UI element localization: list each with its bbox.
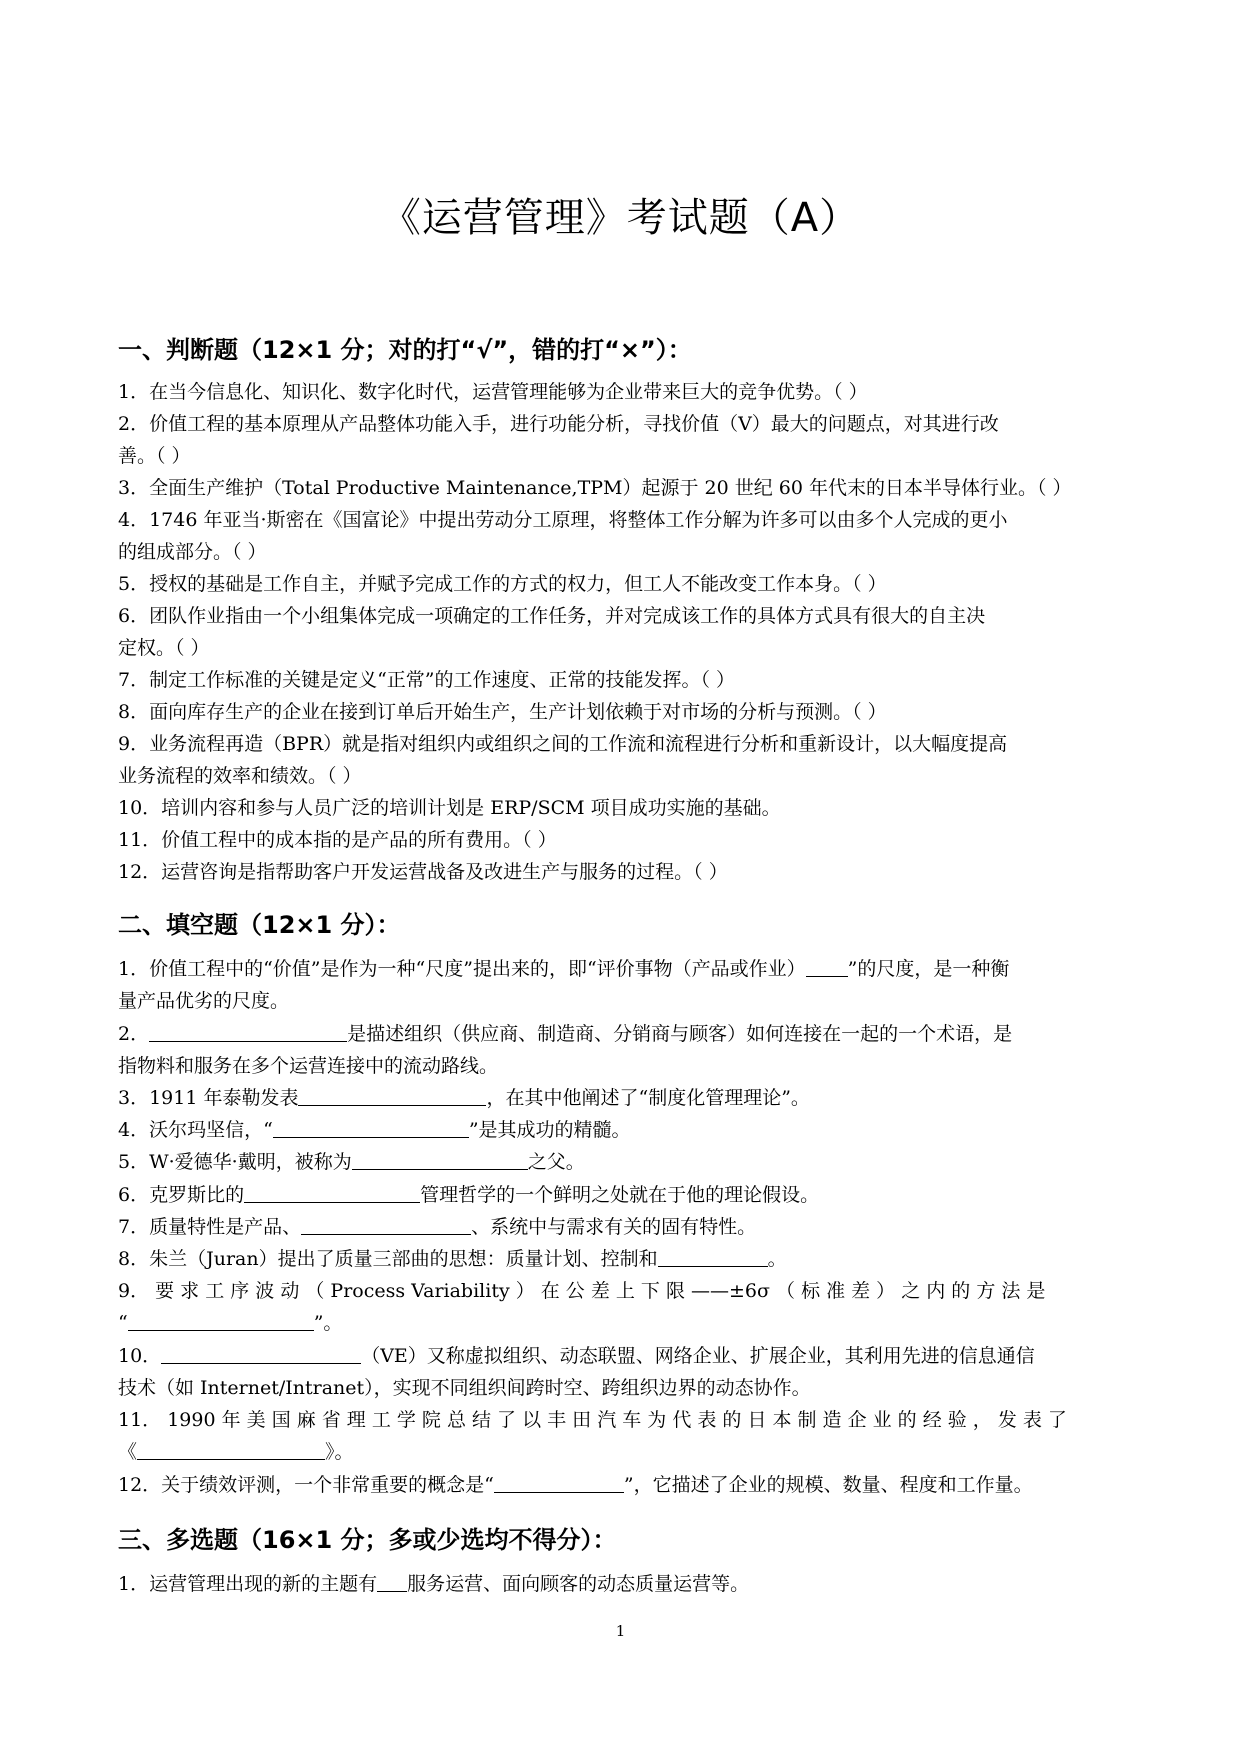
answer-blank[interactable]: [128, 1310, 314, 1331]
answer-blank[interactable]: [377, 1571, 407, 1592]
section-heading-fill-in: 二、填空题（12×1 分）：: [118, 911, 401, 939]
question-text: 7．质量特性是产品、: [118, 1216, 302, 1238]
list-item: [118, 1114, 1148, 1146]
list-item: [118, 1436, 1148, 1468]
section-heading-multiple-choice: 三、多选题（16×1 分；多或少选均不得分）：: [118, 1526, 617, 1554]
question-text: ”是其成功的精髓。: [468, 1119, 631, 1141]
answer-blank[interactable]: [494, 1472, 624, 1493]
list-item: [118, 1146, 1148, 1178]
list-item: 善。（ ）: [118, 445, 191, 467]
question-text: 管理哲学的一个鲜明之处就在于他的理论假设。: [420, 1184, 820, 1206]
question-text: 12．关于绩效评测，一个非常重要的概念是“: [118, 1474, 494, 1496]
question-text: 》。: [325, 1441, 354, 1463]
answer-blank[interactable]: [301, 1214, 471, 1235]
question-text: 1．价值工程中的“价值”是作为一种“尺度”提出来的，即“评价事物（产品或作业）: [118, 958, 806, 980]
list-item: 10．培训内容和参与人员广泛的培训计划是 ERP/SCM 项目成功实施的基础。: [118, 797, 781, 819]
question-text: 是描述组织（供应商、制造商、分销商与顾客）如何连接在一起的一个术语，是: [347, 1023, 1013, 1045]
list-item: [118, 1211, 1148, 1243]
question-text: 8．朱兰（Juran）提出了质量三部曲的思想：质量计划、控制和: [118, 1248, 658, 1270]
question-text: （VE）又称虚拟组织、动态联盟、网络企业、扩展企业，其利用先进的信息通信: [361, 1345, 1035, 1367]
list-item: 4．1746 年亚当·斯密在《国富论》中提出劳动分工原理，将整体工作分解为许多可以由多个人完成的更小: [118, 509, 1008, 531]
list-item: 的组成部分。（ ）: [118, 541, 267, 563]
list-item: [118, 1307, 1148, 1339]
list-item: [118, 1179, 1148, 1211]
list-item: [118, 1082, 1148, 1114]
question-text: 3．1911 年泰勒发表: [118, 1087, 299, 1109]
answer-blank[interactable]: [244, 1182, 420, 1203]
answer-blank[interactable]: [273, 1117, 469, 1138]
question-text: 10．: [118, 1345, 162, 1367]
list-item: [118, 1243, 1148, 1275]
list-item: 11． 1990 年 美 国 麻 省 理 工 学 院 总 结 了 以 丰 田 汽 车 为 代 表 的 日 本 制 造 企 业 的 经 验 ， 发 表 了: [118, 1409, 1067, 1431]
list-item: [118, 1340, 1148, 1372]
question-text: 2．: [118, 1023, 150, 1045]
question-text: 1．运营管理出现的新的主题有: [118, 1573, 378, 1595]
question-text: ，在其中他阐述了“制度化管理理论”。: [486, 1087, 810, 1109]
list-item: [118, 1568, 1148, 1600]
answer-blank[interactable]: [149, 1021, 347, 1042]
list-item: 5．授权的基础是工作自主，并赋予完成工作的方式的权力，但工人不能改变工作本身。（ ）: [118, 573, 887, 595]
list-item: 技术（如 Internet/Intranet），实现不同组织间跨时空、跨组织边界的动态协作。: [118, 1377, 811, 1399]
question-text: 5．W·爱德华·戴明，被称为: [118, 1151, 352, 1173]
list-item: 定权。（ ）: [118, 637, 210, 659]
question-text: 。: [767, 1248, 787, 1270]
list-item: 11．价值工程中的成本指的是产品的所有费用。（ ）: [118, 829, 557, 851]
section-heading-true-false: 一、判断题（12×1 分；对的打“√”，错的打“×”）：: [118, 336, 692, 364]
list-item: 8．面向库存生产的企业在接到订单后开始生产，生产计划依赖于对市场的分析与预测。（ ）: [118, 701, 887, 723]
list-item: 12．运营咨询是指帮助客户开发运营战备及改进生产与服务的过程。（ ）: [118, 861, 728, 883]
question-text: 之父。: [527, 1151, 585, 1173]
list-item: 指物料和服务在多个运营连接中的流动路线。: [118, 1055, 499, 1077]
answer-blank[interactable]: [658, 1246, 768, 1267]
question-text: ”的尺度，是一种衡: [847, 958, 1010, 980]
page-title: 《运营管理》考试题（A）: [380, 195, 861, 241]
list-item: 3．全面生产维护（Total Productive Maintenance,TPM）起源于 20 世纪 60 年代末的日本半导体行业。（ ）: [118, 477, 1072, 499]
question-text: “: [118, 1312, 128, 1334]
answer-blank[interactable]: [298, 1085, 486, 1106]
list-item: [118, 1018, 1148, 1050]
list-item: 量产品优劣的尺度。: [118, 990, 290, 1012]
list-item: 7．制定工作标准的关键是定义“正常”的工作速度、正常的技能发挥。（ ）: [118, 669, 736, 691]
list-item: [118, 953, 1148, 985]
answer-blank[interactable]: [806, 956, 848, 977]
answer-blank[interactable]: [161, 1343, 361, 1364]
page-number: 1: [615, 1622, 626, 1640]
list-item: 9． 要 求 工 序 波 动 （ Process Variability ） 在 公 差 上 下 限 ——±6σ （ 标 准 差 ） 之 内 的 方 法 是: [118, 1280, 1046, 1302]
question-text: 《: [118, 1441, 138, 1463]
list-item: 1．在当今信息化、知识化、数字化时代，运营管理能够为企业带来巨大的竞争优势。（ ）: [118, 381, 868, 403]
question-text: 6．克罗斯比的: [118, 1184, 245, 1206]
list-item: [118, 1469, 1148, 1501]
list-item: 6．团队作业指由一个小组集体完成一项确定的工作任务，并对完成该工作的具体方式具有很大的自主决: [118, 605, 986, 627]
question-text: ”。: [313, 1312, 343, 1334]
answer-blank[interactable]: [137, 1439, 325, 1460]
question-text: 、系统中与需求有关的固有特性。: [471, 1216, 757, 1238]
question-text: 4．沃尔玛坚信，“: [118, 1119, 273, 1141]
question-text: 服务运营、面向顾客的动态质量运营等。: [407, 1573, 750, 1595]
list-item: 9．业务流程再造（BPR）就是指对组织内或组织之间的工作流和流程进行分析和重新设计，以大幅度提高: [118, 733, 1008, 755]
list-item: 业务流程的效率和绩效。（ ）: [118, 765, 362, 787]
answer-blank[interactable]: [352, 1149, 528, 1170]
list-item: 2．价值工程的基本原理从产品整体功能入手，进行功能分析，寻找价值（V）最大的问题点，对其进行改: [118, 413, 999, 435]
question-text: ”，它描述了企业的规模、数量、程度和工作量。: [623, 1474, 1033, 1496]
